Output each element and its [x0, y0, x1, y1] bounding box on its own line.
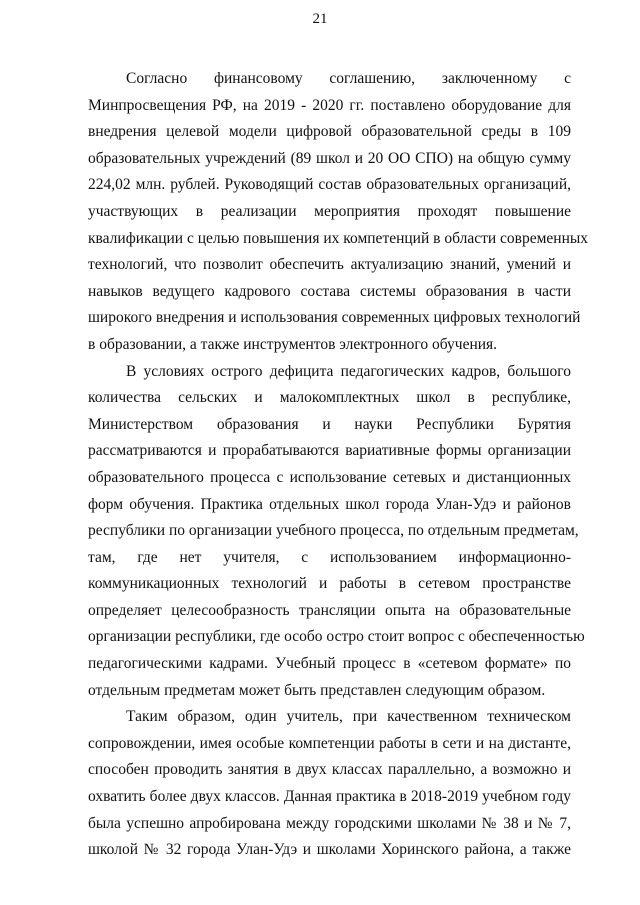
page-number: 21: [312, 11, 328, 27]
text-line: участвующих в реализации мероприятия проходят повышение: [88, 202, 571, 220]
text-line: квалификации с целью повышения их компетенций в области современных: [88, 229, 589, 247]
text-line: охватить более двух классов. Данная практика в 2018-2019 учебном году: [88, 788, 571, 806]
text-line: сопровождении, имея особые компетенции работы в сети и на дистанте,: [88, 734, 571, 752]
text-line: там, где нет учителя, с использованием информационно-: [88, 548, 571, 566]
text-line: организации республики, где особо остро стоит вопрос с обеспеченностью: [88, 628, 585, 646]
text-line: коммуникационных технологий и работы в сетевом пространстве: [88, 575, 571, 593]
text-line: форм обучения. Практика отдельных школ города Улан-Удэ и районов: [88, 495, 571, 513]
text-line: Таким образом, один учитель, при качественном техническом: [126, 708, 571, 726]
text-line: Согласно финансовому соглашению, заключенному с: [126, 70, 571, 87]
text-line: широкого внедрения и использования современных цифровых технологий: [88, 309, 581, 327]
text-line: количества сельских и малокомплектных школ в республике,: [88, 389, 571, 407]
text-line: республики по организации учебного процесса, по отдельным предметам,: [88, 522, 579, 540]
text-line: образовательных учреждений (89 школ и 20 ОО СПО) на общую сумму: [88, 149, 571, 167]
body-text: [88, 66, 589, 864]
text-line: школой № 32 города Улан-Удэ и школами Хоринского района, а также: [88, 841, 571, 859]
text-line: навыков ведущего кадрового состава системы образования в части: [88, 282, 571, 300]
text-line: внедрения целевой модели цифровой образовательной среды в 109: [88, 123, 571, 141]
text-line: определяет целесообразность трансляции опыта на образовательные: [88, 601, 571, 619]
text-line: образовательного процесса с использование сетевых и дистанционных: [88, 468, 571, 486]
text-line: была успешно апробирована между городскими школами № 38 и № 7,: [88, 814, 571, 832]
text-line: 224,02 млн. рублей. Руководящий состав образовательных организаций,: [88, 176, 571, 194]
text-line: Министерством образования и науки Республики Бурятия: [88, 415, 571, 433]
text-line: педагогическими кадрами. Учебный процесс в «сетевом формате» по: [88, 655, 571, 673]
text-line: рассматриваются и прорабатываются вариативные формы организации: [88, 442, 571, 460]
text-line: В условиях острого дефицита педагогических кадров, большого: [126, 362, 571, 380]
text-line: в образовании, а также инструментов электронного обучения.: [88, 335, 498, 353]
text-line: технологий, что позволит обеспечить актуализацию знаний, умений и: [88, 256, 571, 274]
text-line: способен проводить занятия в двух классах параллельно, а возможно и: [88, 761, 571, 779]
text-line: отдельным предметам может быть представлен следующим образом.: [88, 681, 546, 699]
text-line: Минпросвещения РФ, на 2019 - 2020 гг. поставлено оборудование для: [88, 96, 571, 114]
